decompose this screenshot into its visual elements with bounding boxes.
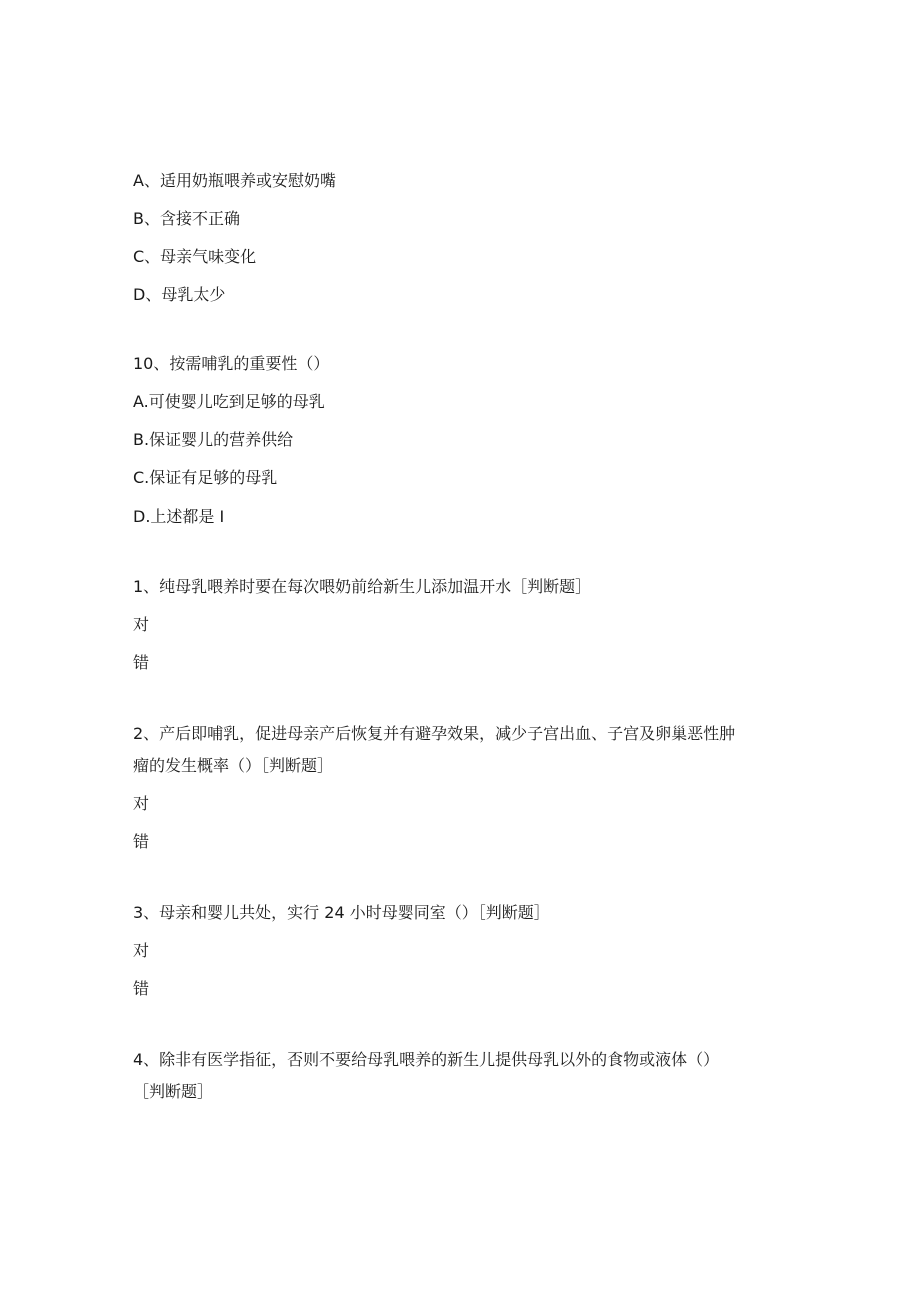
- question-title: 2、产后即哺乳，促进母亲产后恢复并有避孕效果，减少子宫出血、子宫及卵巢恶性肿: [133, 724, 736, 743]
- question-title: 1、纯母乳喂养时要在每次喂奶前给新生儿添加温开水［判断题］: [133, 577, 592, 596]
- question-title: 3、母亲和婴儿共处，实行 24 小时母婴同室（）［判断题］: [133, 903, 550, 922]
- q9-option-d: D、母乳太少: [133, 285, 226, 304]
- option-false: 错: [133, 979, 150, 998]
- q10-option-a: A.可使婴儿吃到足够的母乳: [133, 392, 325, 411]
- q9-option-b: B、含接不正确: [133, 209, 240, 228]
- option-true: 对: [133, 794, 150, 813]
- option-false: 错: [133, 832, 150, 851]
- question-title: 4、除非有医学指征，否则不要给母乳喂养的新生儿提供母乳以外的食物或液体（）: [133, 1050, 720, 1069]
- question-title-continued: 瘤的发生概率（）［判断题］: [133, 756, 334, 775]
- option-false: 错: [133, 653, 150, 672]
- question-title-continued: ［判断题］: [133, 1082, 214, 1101]
- q9-option-c: C、母亲气味变化: [133, 247, 257, 266]
- q10-option-d: D.上述都是 I: [133, 507, 225, 526]
- q9-option-a: A、适用奶瓶喂养或安慰奶嘴: [133, 171, 336, 190]
- q10-option-c: C.保证有足够的母乳: [133, 468, 278, 487]
- option-true: 对: [133, 615, 150, 634]
- question-title: 10、按需哺乳的重要性（）: [133, 354, 330, 373]
- q10-option-b: B.保证婴儿的营养供给: [133, 430, 294, 449]
- option-true: 对: [133, 941, 150, 960]
